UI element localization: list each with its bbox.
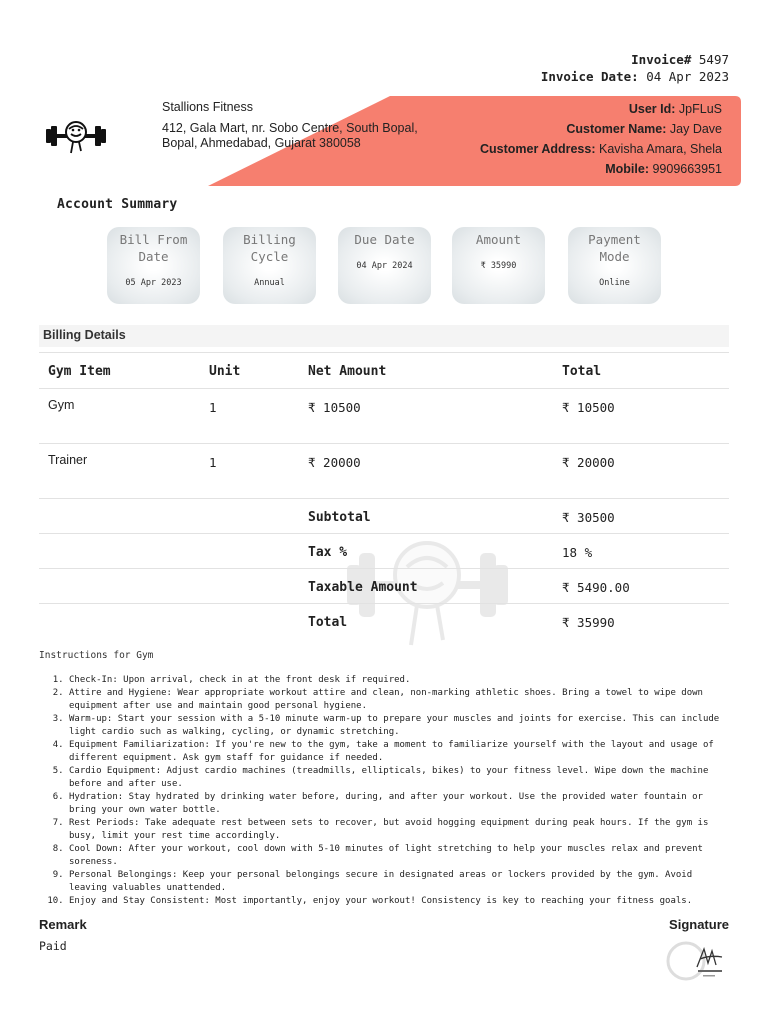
table-header-row <box>39 352 729 388</box>
column-header-unit: Unit <box>209 364 241 379</box>
company-info <box>162 100 418 151</box>
summary-card-bill-from: Bill From Date 05 Apr 2023 <box>107 227 200 304</box>
list-item: 4. Equipment Familiarization: If you're new to the gym, take a moment to familiarize yourself with the layout and usage of different equipment. Ask gym staff for guidance if needed. <box>69 739 729 765</box>
column-header-item: Gym Item <box>48 364 111 379</box>
summary-card-value: 04 Apr 2024 <box>356 261 413 271</box>
company-address-line1: 412, Gala Mart, nr. Sobo Centre, South Bopal, <box>162 121 418 135</box>
list-item: 3. Warm-up: Start your session with a 5-10 minute warm-up to prepare your muscles and joints for exercise. This can include light cardio such as walking, cycling, or dynamic stretching. <box>69 713 729 739</box>
table-row <box>39 443 729 498</box>
invoice-meta <box>541 51 729 85</box>
list-item: 2. Attire and Hygiene: Wear appropriate workout attire and clean, non-marking athletic shoes. Bring a towel to wipe down equipment after use and maintain good personal hygiene. <box>69 687 729 713</box>
list-item: 6. Hydration: Stay hydrated by drinking water before, during, and after your workout. Use the provided water fountain or bring your own water bottle. <box>69 791 729 817</box>
summary-row-tax: Tax % 18 % <box>39 533 729 568</box>
list-item: 10. Enjoy and Stay Consistent: Most importantly, enjoy your workout! Consistency is key to reaching your fitness goals. <box>69 895 729 908</box>
row-net-amount: ₹ 10500 <box>308 400 361 415</box>
summary-row-subtotal: Subtotal ₹ 30500 <box>39 498 729 533</box>
invoice-date: Invoice Date: 04 Apr 2023 <box>540 69 729 84</box>
customer-user-id: User Id: JpFLuS <box>628 102 722 116</box>
summary-card-amount: Amount ₹ 35990 <box>452 227 545 304</box>
list-item: 1. Check-In: Upon arrival, check in at the front desk if required. <box>69 674 729 687</box>
list-item: 8. Cool Down: After your workout, cool down with 5-10 minutes of light stretching to help your muscles relax and prevent soreness. <box>69 843 729 869</box>
summary-card-value: 05 Apr 2023 <box>125 278 182 288</box>
list-item: 7. Rest Periods: Take adequate rest between sets to recover, but avoid hogging equipment during peak hours. If the gym is busy, limit your rest time accordingly. <box>69 817 729 843</box>
row-total: ₹ 20000 <box>562 455 615 470</box>
column-header-total: Total <box>562 364 602 379</box>
list-item: 5. Cardio Equipment: Adjust cardio machines (treadmills, ellipticals, bikes) to your fitness level. Wipe down the machine before and after use. <box>69 765 729 791</box>
row-unit: 1 <box>209 455 217 470</box>
invoice-number: Invoice# 5497 <box>631 52 729 67</box>
billing-details-title: Billing Details <box>39 325 729 347</box>
summary-card-value: ₹ 35990 <box>480 261 517 271</box>
column-header-net-amount: Net Amount <box>308 364 387 379</box>
summary-row-taxable-amount: Taxable Amount ₹ 5490.00 <box>39 568 729 603</box>
summary-card-value: Online <box>599 278 630 288</box>
customer-address: Customer Address: Kavisha Amara, Shela <box>479 142 722 156</box>
instructions-title: Instructions for Gym <box>39 650 154 661</box>
customer-info <box>480 99 722 179</box>
instructions-list <box>39 674 729 908</box>
summary-card-payment-mode: Payment Mode Online <box>568 227 661 304</box>
row-net-amount: ₹ 20000 <box>308 455 361 470</box>
row-total: ₹ 10500 <box>562 400 615 415</box>
list-item: 9. Personal Belongings: Keep your personal belongings secure in designated areas or lockers provided by the gym. Avoid leaving valuables unattended. <box>69 869 729 895</box>
customer-name: Customer Name: Jay Dave <box>566 122 722 136</box>
row-item: Gym <box>48 398 75 412</box>
account-summary-title: Account Summary <box>57 197 178 212</box>
signature-stamp-icon <box>664 937 728 981</box>
company-name: Stallions Fitness <box>162 100 254 114</box>
remark-value: Paid <box>39 939 67 953</box>
summary-card-due-date: Due Date 04 Apr 2024 <box>338 227 431 304</box>
row-item: Trainer <box>48 453 88 467</box>
summary-card-billing-cycle: Billing Cycle Annual <box>223 227 316 304</box>
remark-title: Remark <box>39 917 87 932</box>
bodybuilder-barbell-logo-icon <box>44 117 108 157</box>
table-row <box>39 388 729 443</box>
summary-card-value: Annual <box>254 278 285 288</box>
row-unit: 1 <box>209 400 217 415</box>
company-address-line2: Bopal, Ahmedabad, Gujarat 380058 <box>162 136 361 150</box>
signature-title: Signature <box>669 917 729 932</box>
customer-mobile: Mobile: 9909663951 <box>605 162 722 176</box>
summary-row-total: Total ₹ 35990 <box>39 603 729 638</box>
